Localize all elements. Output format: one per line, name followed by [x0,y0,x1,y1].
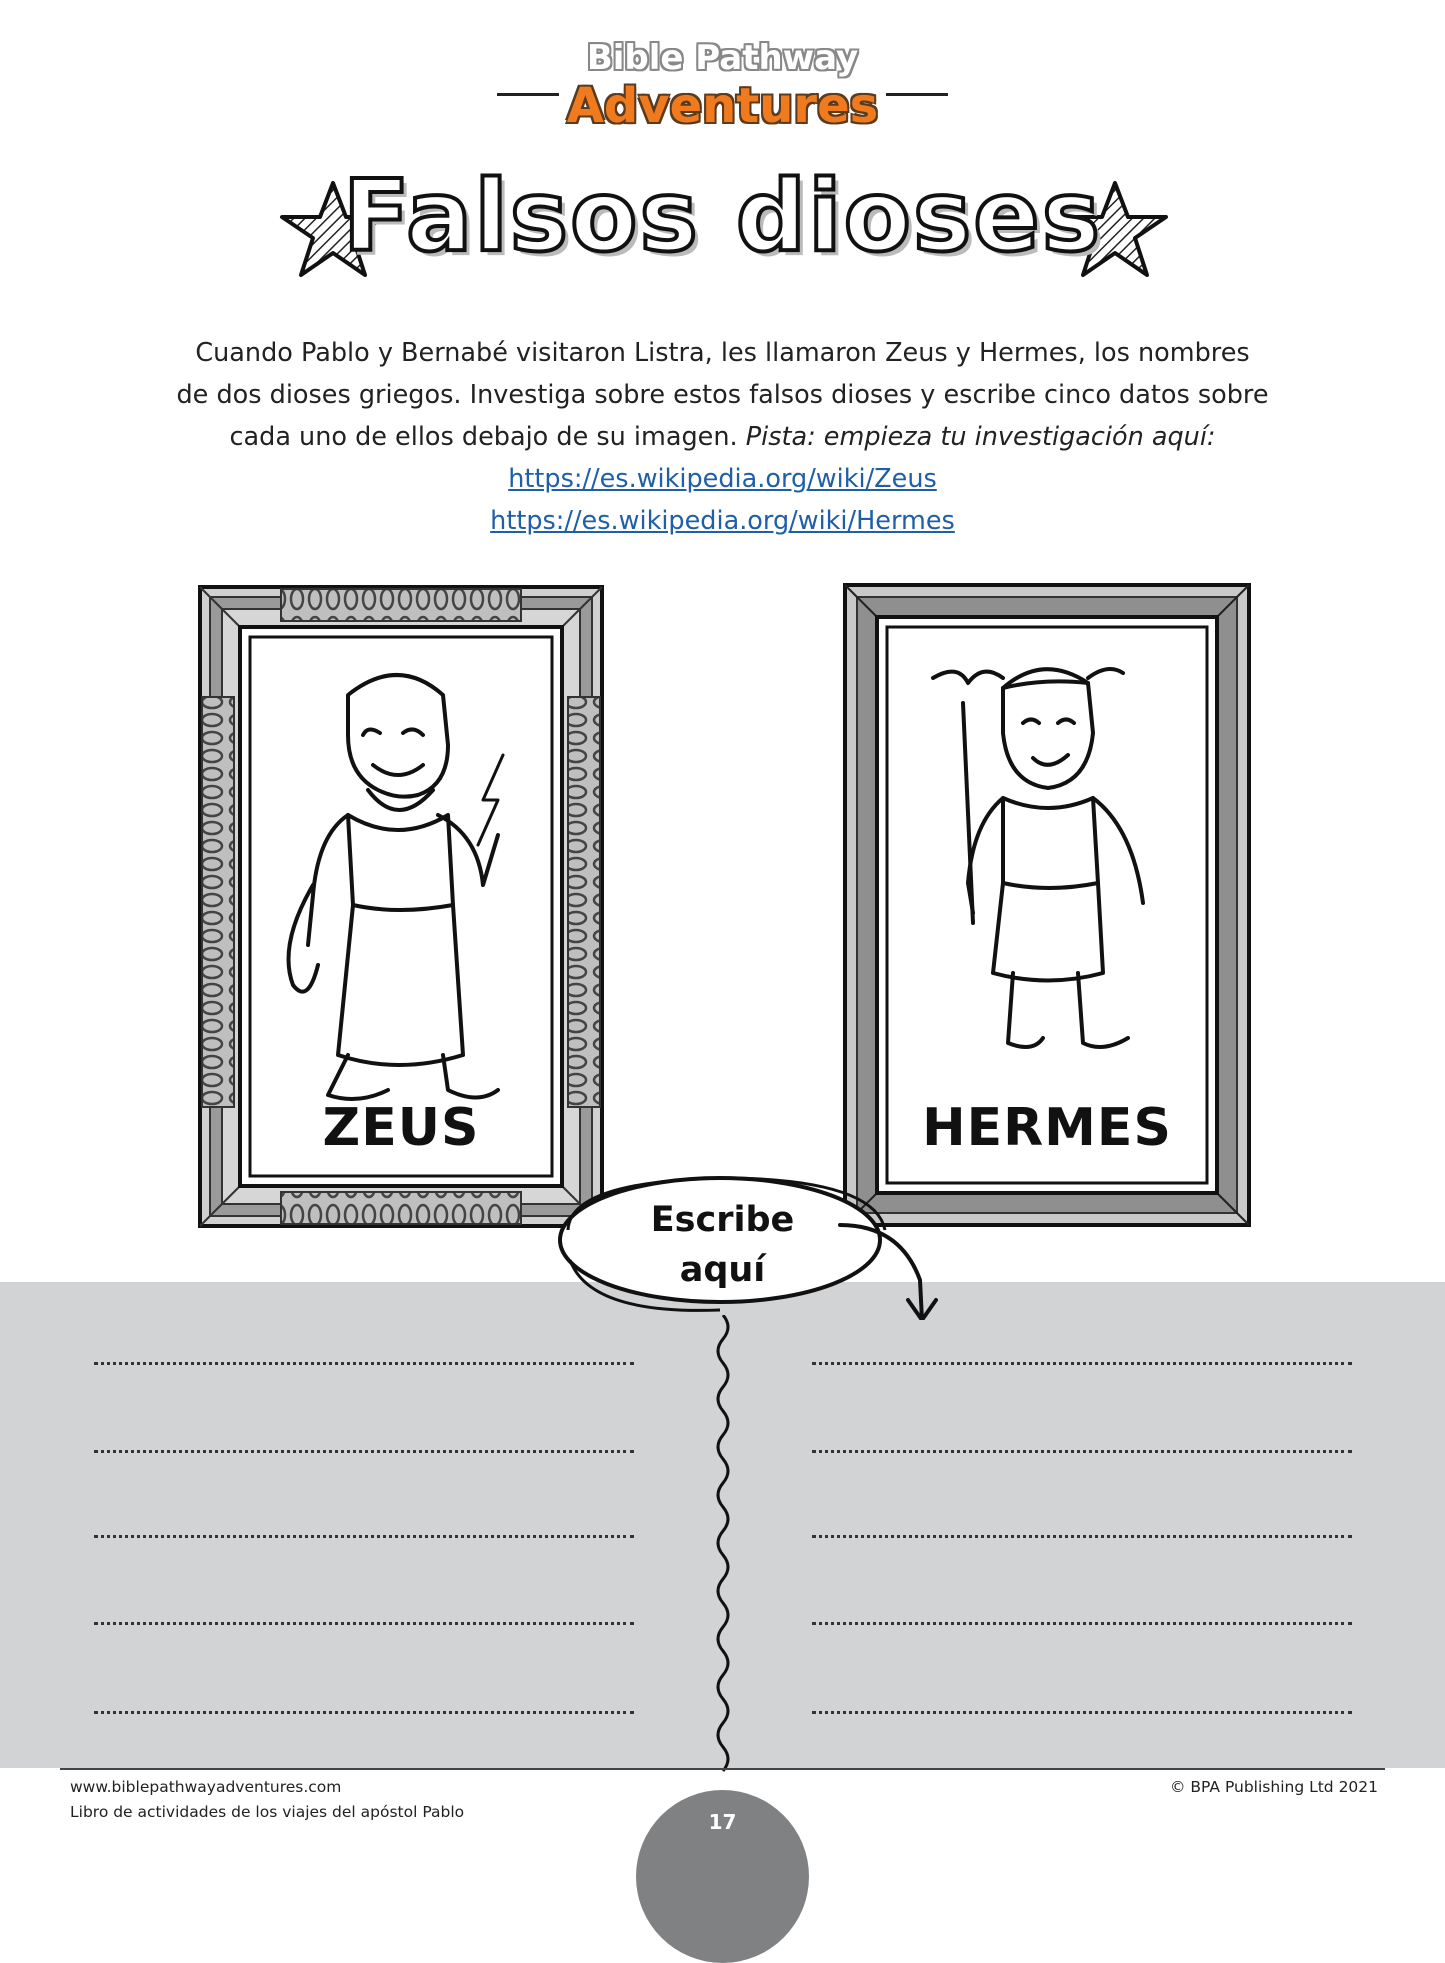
zeus-fact-line-5[interactable] [94,1711,634,1714]
wavy-divider [708,1315,738,1775]
write-here-line-1: Escribe [650,1200,795,1240]
logo-adventures: Adventures [566,78,879,134]
instructions-paragraph [130,332,1315,542]
hermes-fact-line-1[interactable] [812,1362,1352,1365]
zeus-label: ZEUS [322,1098,480,1158]
instructions-line-3 [130,416,1315,458]
write-here-line-2: aquí [679,1250,766,1290]
hermes-fact-line-3[interactable] [812,1535,1352,1538]
page-number-badge [636,1790,809,1963]
hermes-fact-line-5[interactable] [812,1711,1352,1714]
footer-book-title: Libro de actividades de los viajes del apóstol Pablo [70,1803,465,1821]
instructions-line-1: Cuando Pablo y Bernabé visitaron Listra, les llamaron Zeus y Hermes, los nombres [195,338,1250,368]
logo-bible-pathway: Bible Pathway [586,38,859,78]
zeus-fact-line-1[interactable] [94,1362,634,1365]
write-here-text [610,1195,835,1295]
hermes-fact-line-4[interactable] [812,1622,1352,1625]
hint-text: Pista: empieza tu investigación aquí: [745,422,1216,452]
zeus-fact-line-2[interactable] [94,1450,634,1453]
link-hermes[interactable]: https://es.wikipedia.org/wiki/Hermes [490,506,955,536]
zeus-fact-line-4[interactable] [94,1622,634,1625]
footer-divider [60,1768,1385,1770]
instructions-text: cada uno de ellos debajo de su imagen. [229,422,738,452]
link-zeus[interactable]: https://es.wikipedia.org/wiki/Zeus [508,464,937,494]
page-title: Falsos dioses [342,160,1103,274]
footer-copyright: © BPA Publishing Ltd 2021 [1170,1778,1379,1796]
hermes-label: HERMES [922,1098,1172,1158]
instructions-line-2: de dos dioses griegos. Investiga sobre estos falsos dioses y escribe cinco datos sobre [176,380,1269,410]
footer-website: www.biblepathwayadventures.com [70,1778,342,1796]
zeus-fact-line-3[interactable] [94,1535,634,1538]
hermes-fact-line-2[interactable] [812,1450,1352,1453]
page-number: 17 [708,1810,737,1834]
